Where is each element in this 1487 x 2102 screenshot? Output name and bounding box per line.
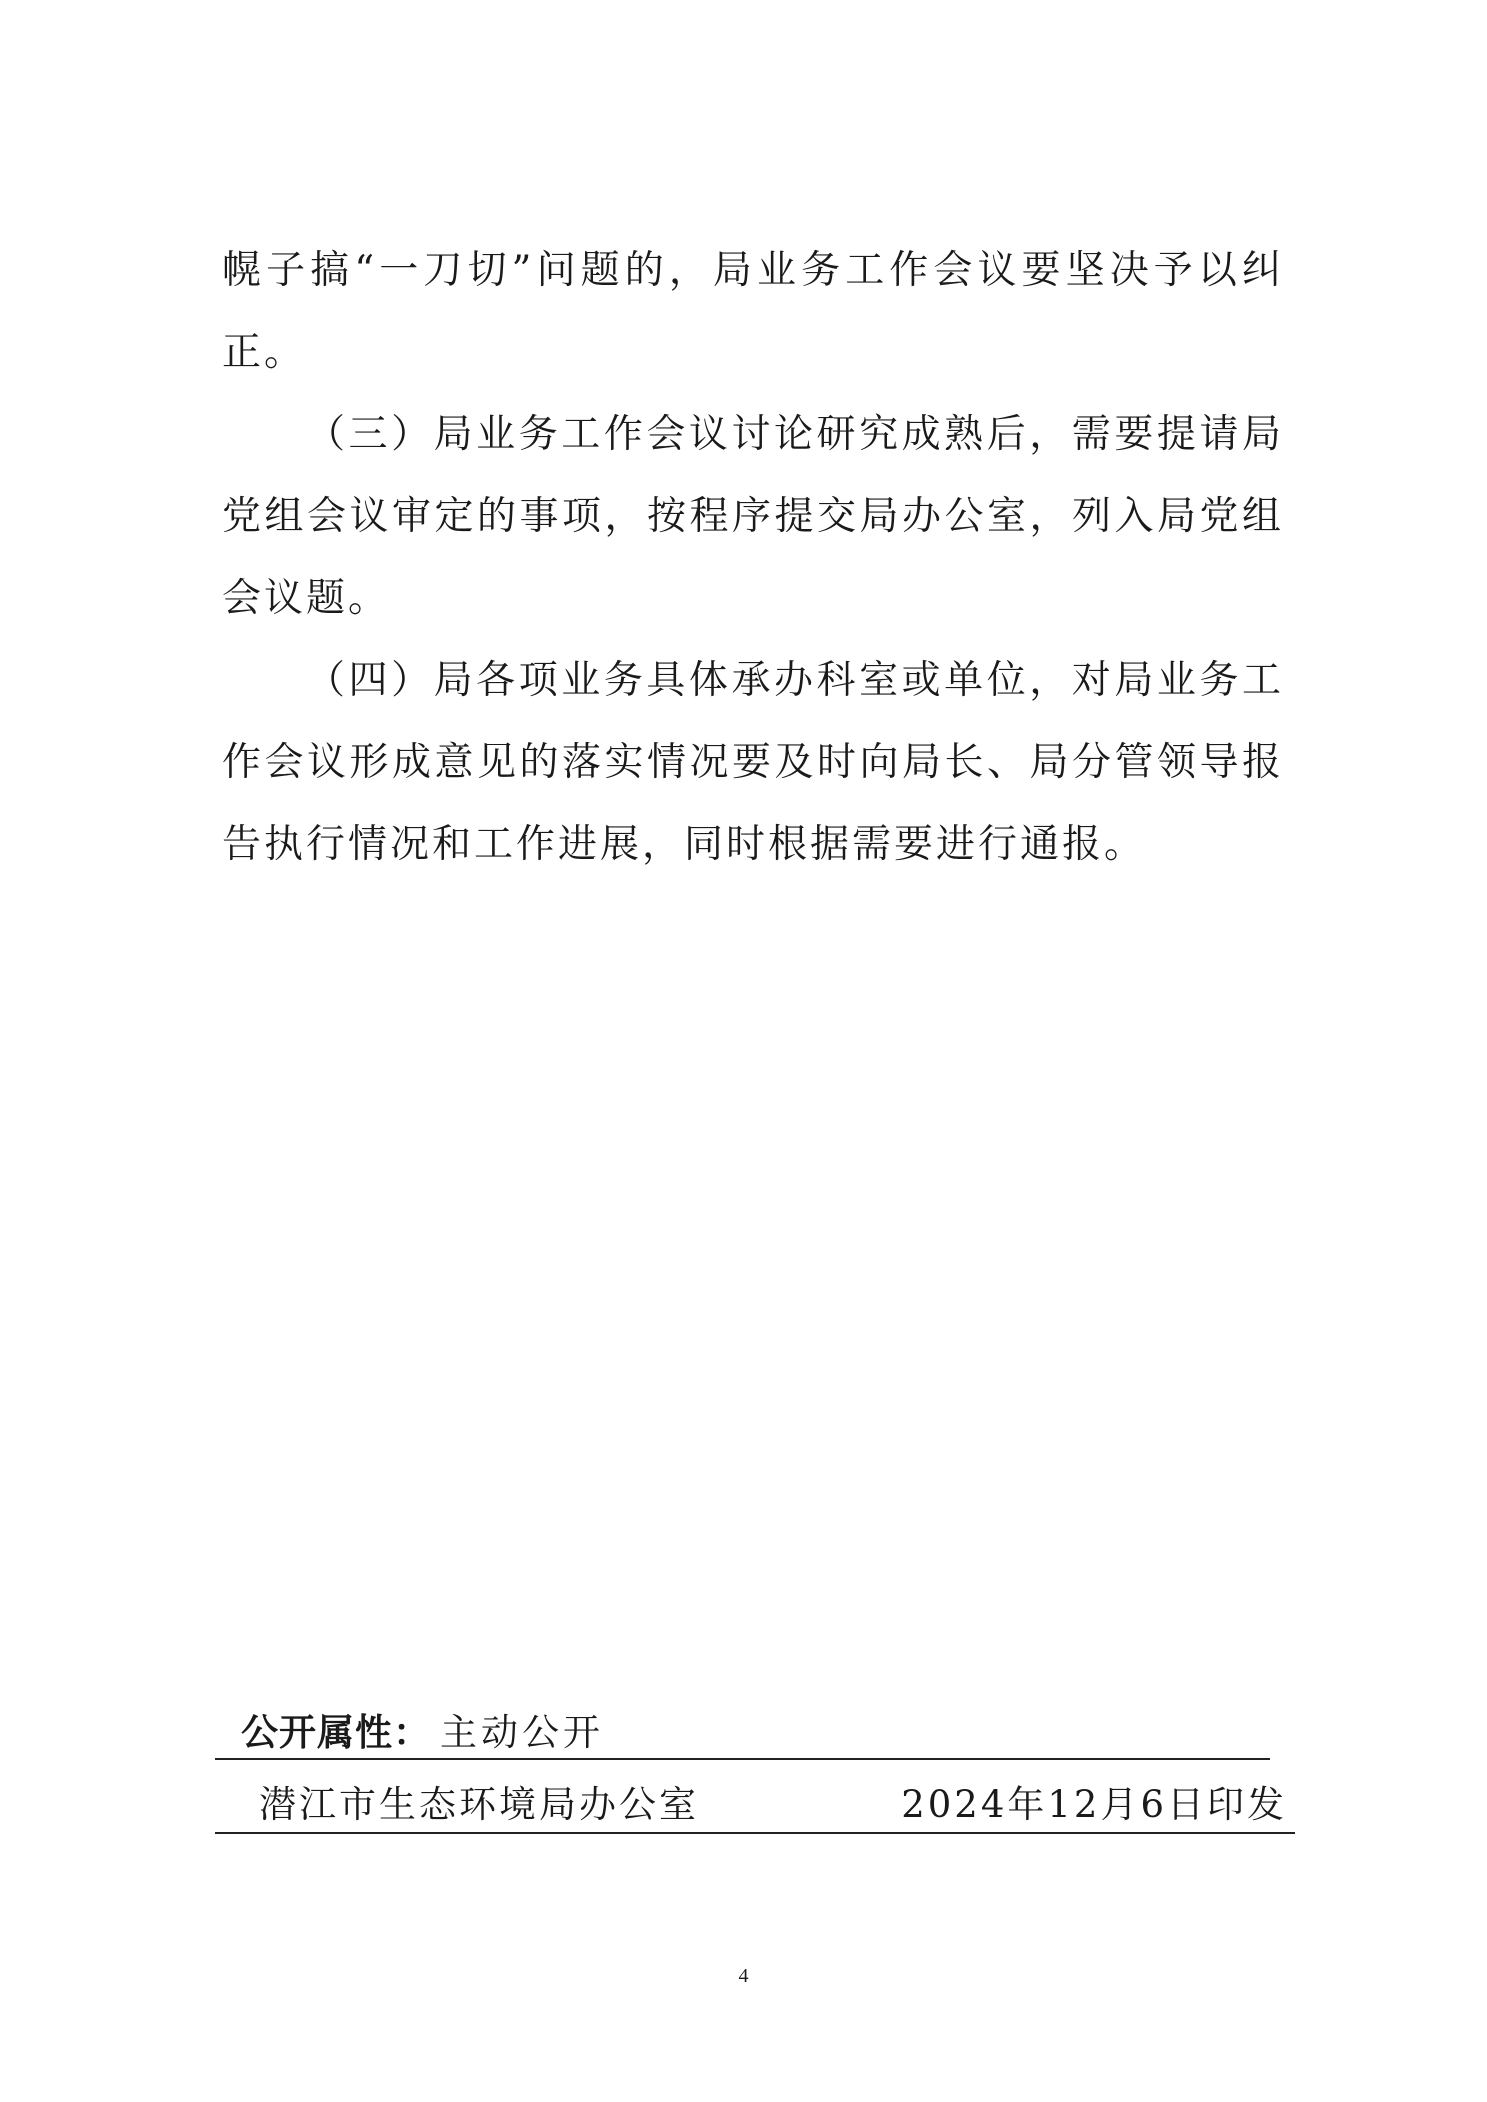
document-body <box>222 230 1284 886</box>
issuance-line <box>215 1760 1295 1834</box>
page-number: 4 <box>738 1965 749 1987</box>
disclosure-label: 公开属性： <box>241 1711 431 1754</box>
issuer-name: 潜江市生态环境局办公室 <box>259 1783 699 1826</box>
issue-date: 2024年12月6日印发 <box>901 1783 1287 1826</box>
paragraph-item-three: （三）局业务工作会议讨论研究成熟后，需要提请局党组会议审定的事项，按程序提交局办公室，列入局党组会议题。 <box>222 412 1284 621</box>
paragraph-item-four: （四）局各项业务具体承办科室或单位，对局业务工作会议形成意见的落实情况要及时向局长、局分管领导报告执行情况和工作进展，同时根据需要进行通报。 <box>222 658 1284 867</box>
disclosure-line <box>215 1700 1270 1760</box>
paragraph-continuation: 幌子搞“一刀切”问题的，局业务工作会议要坚决予以纠正。 <box>222 248 1284 375</box>
disclosure-value: 主动公开 <box>440 1711 604 1754</box>
document-footer <box>215 1700 1295 1834</box>
